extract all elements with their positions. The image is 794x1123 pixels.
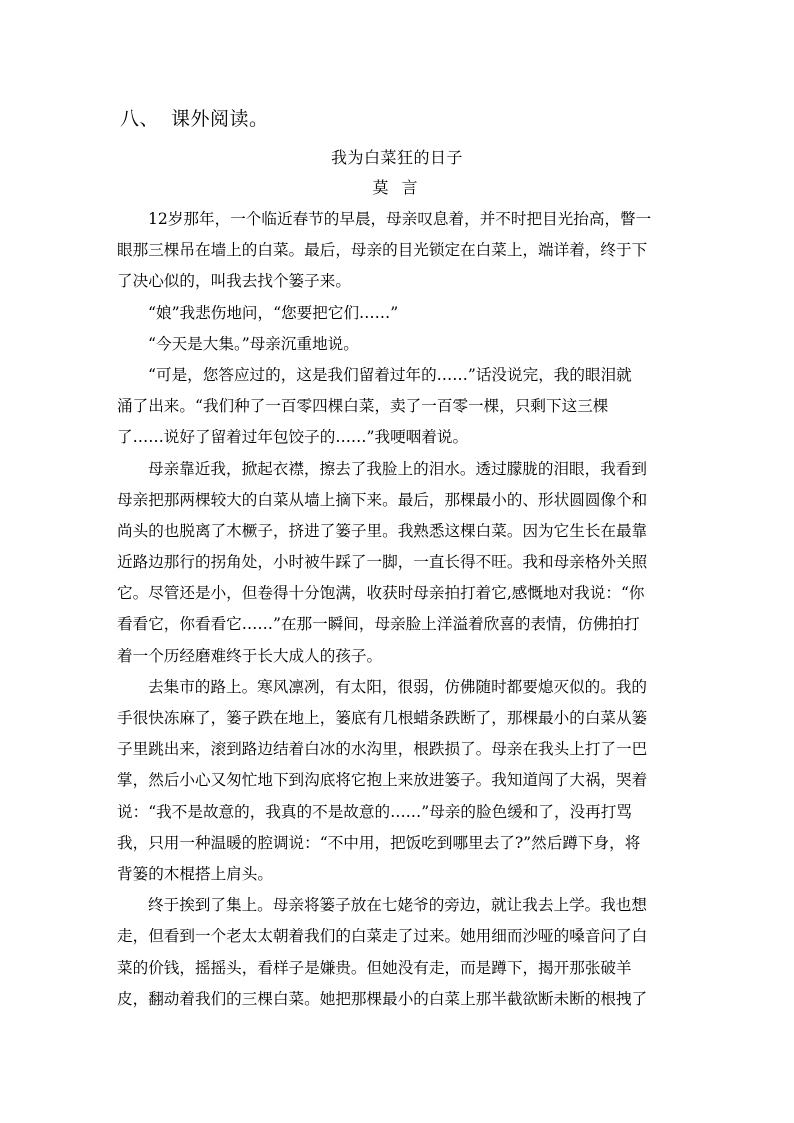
text-line: 尚头的也脱离了木橛子，挤进了篓子里。我熟悉这棵白菜。因为它生长在最靠: [117, 521, 648, 540]
text-line: “娘”我悲伤地问，“您要把它们……”: [148, 303, 399, 322]
text-line: 眼那三棵吊在墙上的白菜。最后，母亲的目光锁定在白菜上，端详着，终于下: [117, 241, 648, 260]
text-line: 涌了出来。“我们种了一百零四棵白菜，卖了一百零一棵，只剩下这三棵: [117, 397, 609, 416]
text-line: 我，只用一种温暖的腔调说：“不中用，把饭吃到哪里去了?”然后蹲下身，将: [117, 833, 641, 852]
text-line: 菜的价钱，摇摇头，看样子是嫌贵。但她没有走，而是蹲下，揭开那张破羊: [117, 958, 632, 977]
text-line: 了……说好了留着过年包饺子的……”我哽咽着说。: [117, 428, 469, 447]
article-body: [117, 204, 677, 1015]
section-heading: [120, 104, 269, 131]
text-line: 背篓的木棍搭上肩头。: [117, 864, 273, 883]
text-line: 终于挨到了集上。母亲将篓子放在七姥爷的旁边，就让我去上学。我也想: [148, 896, 648, 915]
text-line: 掌，然后小心又匆忙地下到沟底将它抱上来放进篓子。我知道闯了大祸，哭着: [117, 771, 648, 790]
text-line: 子里跳出来，滚到路边结着白冰的水沟里，根跌损了。母亲在我头上打了一巴: [117, 740, 648, 759]
section-title: 课外阅读。: [171, 108, 269, 130]
text-line: “今天是大集。”母亲沉重地说。: [148, 334, 359, 353]
text-line: 去集市的路上。寒风凛冽，有太阳，很弱，仿佛随时都要熄灭似的。我的: [148, 677, 648, 696]
text-line: 手很快冻麻了，篓子跌在地上，篓底有几根蜡条跌断了，那棵最小的白菜从篓: [117, 709, 648, 727]
text-line: 着一个历经磨难终于长大成人的孩子。: [117, 646, 383, 665]
text-line: 它。尽管还是小，但卷得十分饱满，收获时母亲拍打着它,感慨地对我说：“你: [117, 584, 645, 603]
text-line: 了决心似的，叫我去找个篓子来。: [117, 272, 351, 291]
section-number: 八、: [120, 108, 160, 130]
text-line: 近路边那行的拐角处，小时被牛踩了一脚，一直长得不旺。我和母亲格外关照: [117, 553, 648, 572]
text-line: 看看它，你看看它……”在那一瞬间，母亲脸上洋溢着欣喜的表情，仿佛拍打: [117, 615, 640, 634]
text-line: 说：“我不是故意的，我真的不是故意的……”母亲的脸色缓和了，没再打骂: [117, 802, 632, 821]
article-title: 我为白菜狂的日子: [330, 148, 463, 167]
text-line: 皮，翻动着我们的三棵白菜。她把那棵最小的白菜上那半截欲断未断的根拽了: [117, 989, 648, 1008]
article-author: 莫 言: [372, 178, 422, 197]
text-line: 母亲靠近我，掀起衣襟，擦去了我脸上的泪水。透过朦胧的泪眼，我看到: [148, 459, 648, 478]
text-line: 12岁那年，一个临近春节的早晨，母亲叹息着，并不时把目光抬高，瞥一: [148, 210, 652, 228]
text-line: 走，但看到一个老太太朝着我们的白菜走了过来。她用细而沙哑的嗓音问了白: [117, 927, 648, 946]
text-line: “可是，您答应过的，这是我们留着过年的……”话没说完，我的眼泪就: [148, 365, 632, 384]
text-line: 母亲把那两棵较大的白菜从墙上摘下来。最后，那棵最小的、形状圆圆像个和: [117, 490, 648, 509]
